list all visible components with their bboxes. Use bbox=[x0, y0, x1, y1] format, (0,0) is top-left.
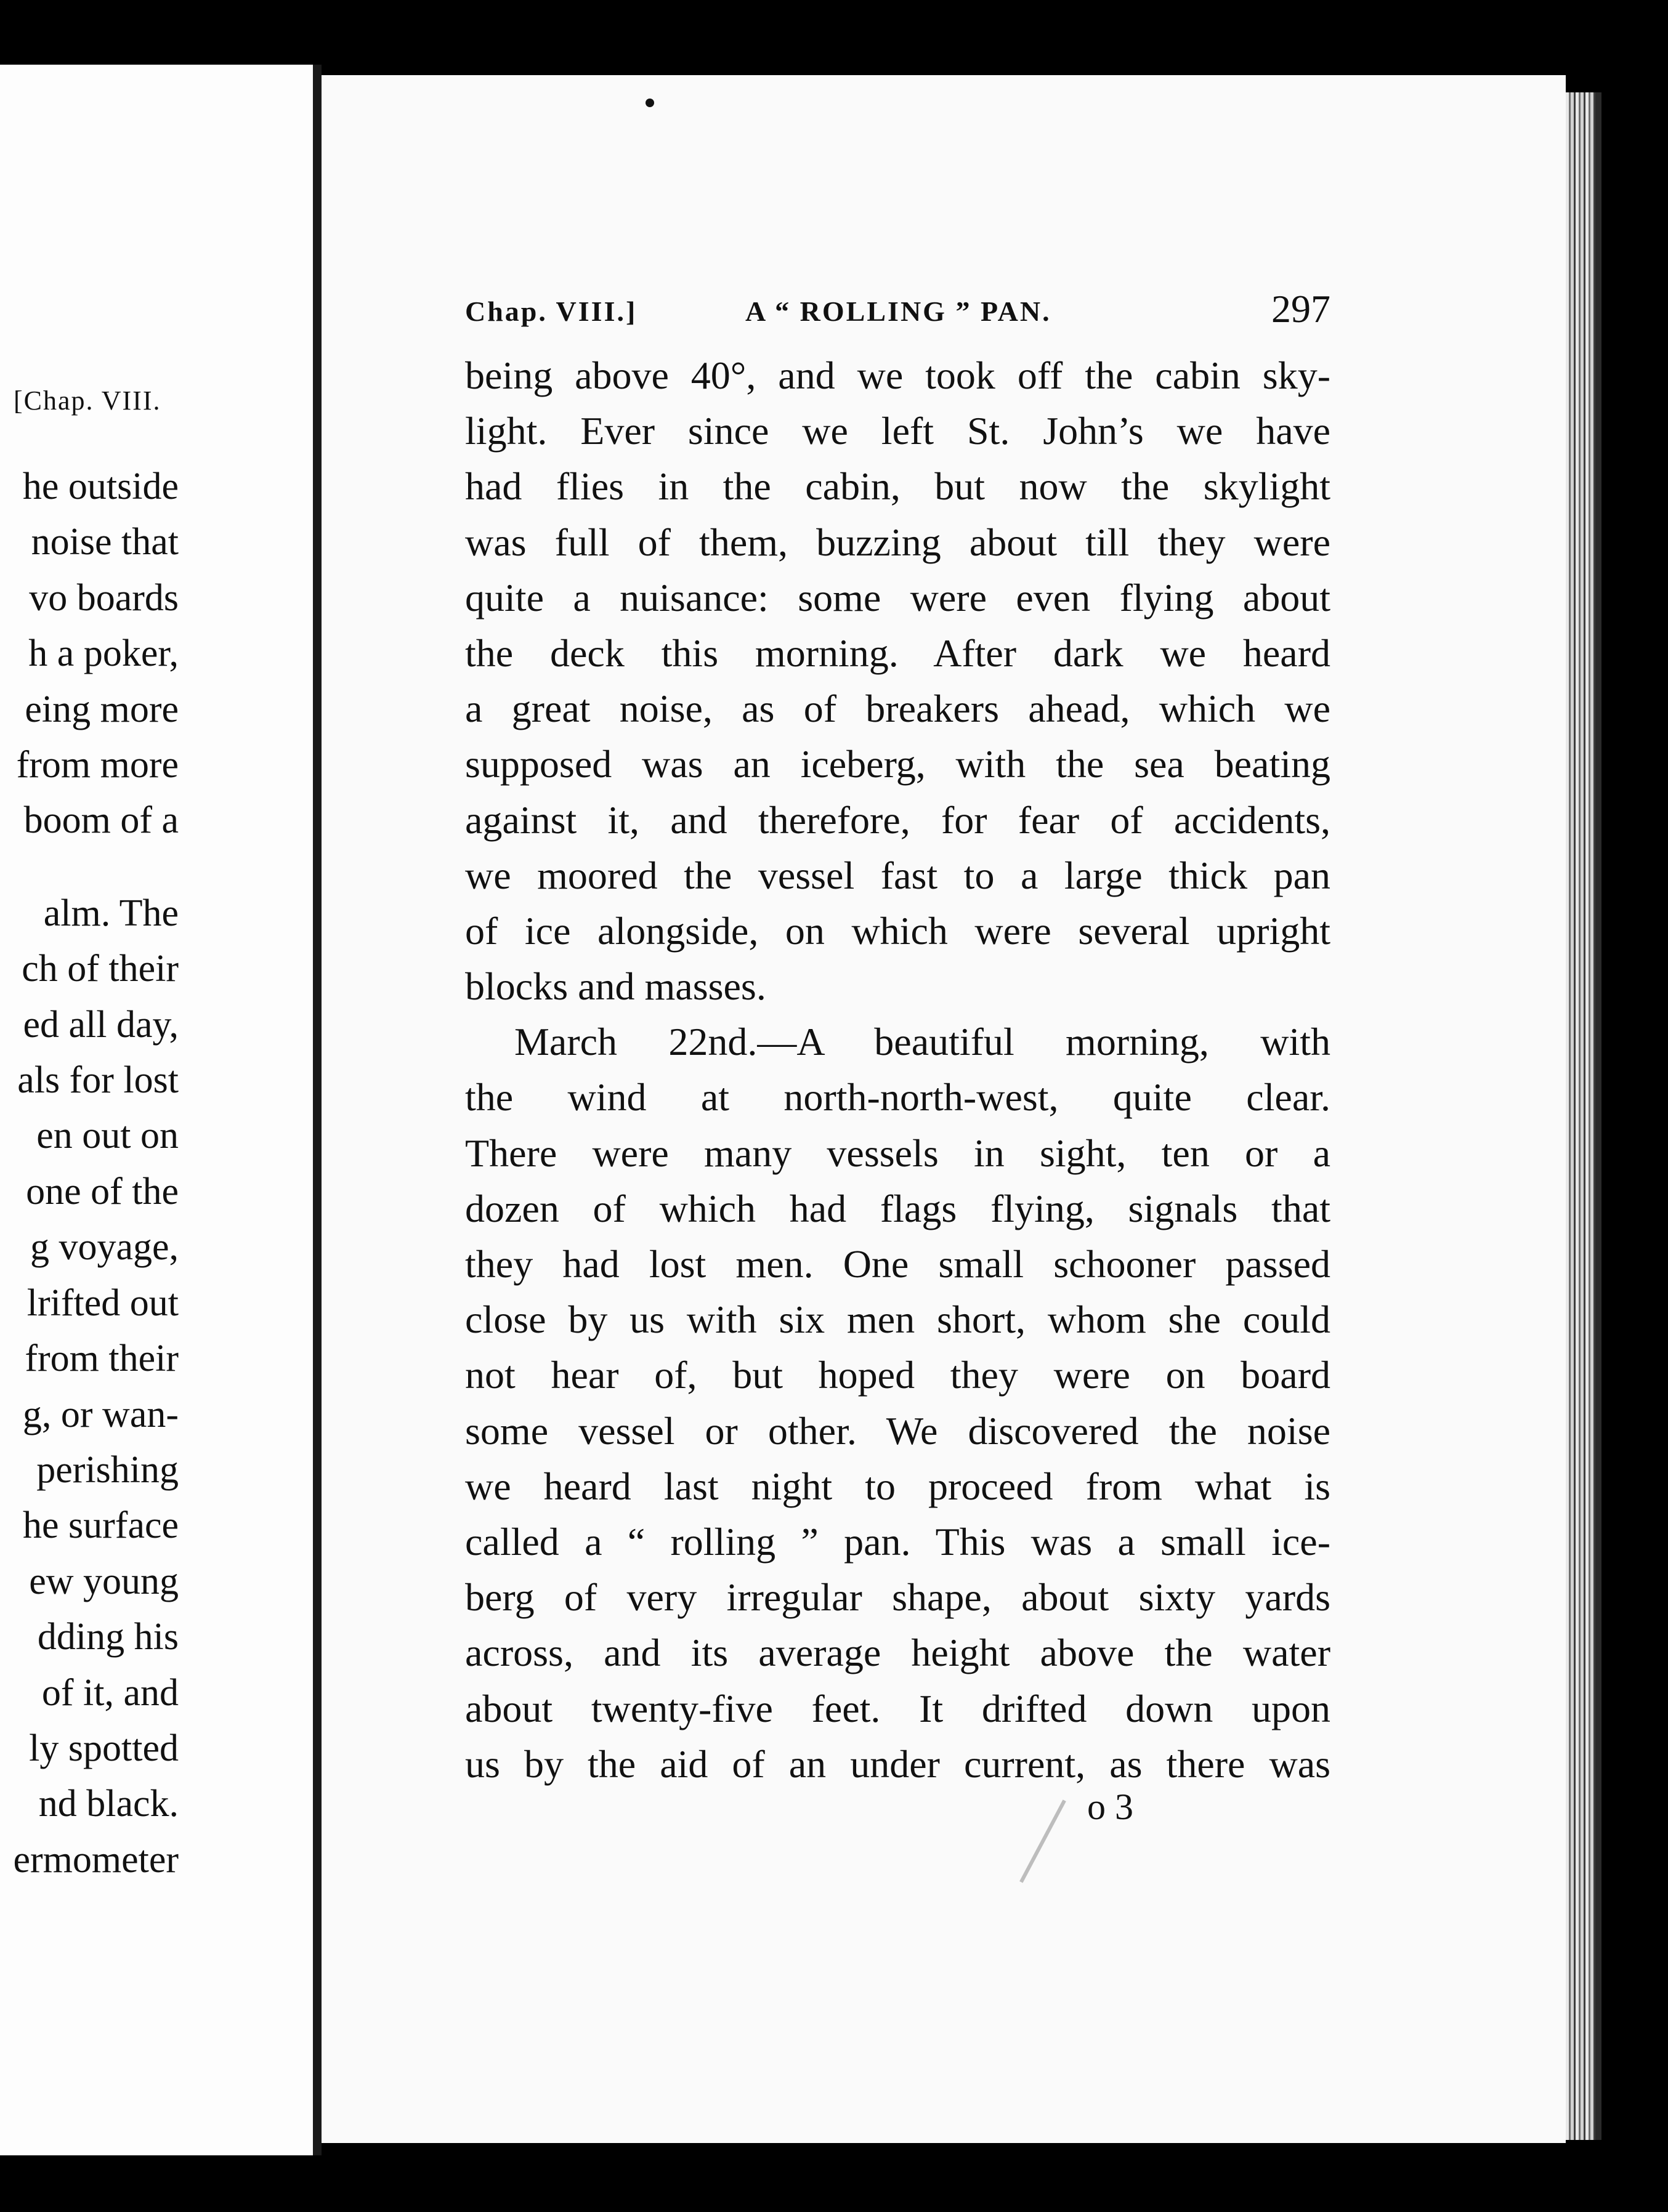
text-line: us by the aid of an under current, as there was bbox=[465, 1742, 1330, 1786]
text-line: quite a nuisance: some were even flying about bbox=[465, 575, 1330, 620]
text-line: blocks and masses. bbox=[465, 964, 766, 1009]
text-line: called a “ rolling ” pan. This was a small ice- bbox=[465, 1519, 1330, 1564]
left-page bbox=[0, 65, 313, 2155]
left-text-line: perishing bbox=[36, 1448, 179, 1491]
text-line: the deck this morning. After dark we heard bbox=[465, 631, 1330, 675]
left-text-line: ermometer bbox=[13, 1838, 179, 1881]
left-text-line: ly spotted bbox=[29, 1727, 179, 1769]
left-text-line: nd black. bbox=[38, 1783, 179, 1825]
left-text-line: ew young bbox=[29, 1560, 179, 1602]
signature-mark: o 3 bbox=[1087, 1786, 1133, 1827]
text-line: supposed was an iceberg, with the sea beating bbox=[465, 742, 1330, 786]
running-head-chapter: Chap. VIII.] bbox=[465, 296, 638, 327]
left-text-line: dding his bbox=[37, 1616, 179, 1658]
left-text-line: from their bbox=[25, 1338, 179, 1380]
left-text-line: noise that bbox=[31, 521, 179, 563]
left-text-line: from more bbox=[16, 744, 179, 786]
text-line: about twenty-five feet. It drifted down upon bbox=[465, 1686, 1330, 1730]
left-text-line: g voyage, bbox=[30, 1226, 179, 1269]
body-text bbox=[465, 348, 1330, 1792]
gutter-rule bbox=[313, 65, 322, 2155]
left-text-line: en out on bbox=[36, 1115, 179, 1157]
text-line: we heard last night to proceed from what is bbox=[465, 1464, 1330, 1508]
left-text-line: alm. The bbox=[43, 892, 179, 934]
text-line: they had lost men. One small schooner passed bbox=[465, 1242, 1330, 1286]
text-line: the wind at north-north-west, quite clear. bbox=[465, 1075, 1330, 1120]
left-text-line: vo boards bbox=[29, 576, 179, 619]
text-line: close by us with six men short, whom she could bbox=[465, 1298, 1330, 1342]
text-line: berg of very irregular shape, about sixty yards bbox=[465, 1575, 1330, 1620]
text-line: a great noise, as of breakers ahead, which we bbox=[465, 687, 1330, 731]
page-number: 297 bbox=[1271, 287, 1330, 331]
text-line: had flies in the cabin, but now the skylight bbox=[465, 464, 1330, 509]
left-text-line: boom of a bbox=[23, 799, 179, 842]
left-text-line: h a poker, bbox=[28, 632, 179, 675]
left-page-running-head: [Chap. VIII. bbox=[14, 385, 161, 416]
text-line: we moored the vessel fast to a large thick pan bbox=[465, 853, 1330, 897]
left-text-line: g, or wan- bbox=[22, 1393, 179, 1435]
text-line: not hear of, but hoped they were on board bbox=[465, 1353, 1330, 1397]
text-line: against it, and therefore, for fear of accidents, bbox=[465, 797, 1330, 842]
page-edge-strip bbox=[1566, 92, 1595, 2140]
left-text-line: of it, and bbox=[41, 1671, 179, 1714]
text-line: across, and its average height above the water bbox=[465, 1631, 1330, 1675]
running-head bbox=[465, 286, 1330, 329]
page-edge-shadow bbox=[1595, 92, 1601, 2140]
left-text-line: lrifted out bbox=[26, 1282, 179, 1324]
left-text-line: he outside bbox=[22, 466, 179, 507]
left-text-line: als for lost bbox=[17, 1059, 179, 1102]
text-line: dozen of which had flags flying, signals that bbox=[465, 1186, 1330, 1230]
left-page-text-column bbox=[13, 459, 179, 1887]
left-text-line: ch of their bbox=[22, 948, 179, 990]
text-line: being above 40°, and we took off the cabin sky- bbox=[465, 353, 1330, 397]
text-line: light. Ever since we left St. John’s we have bbox=[465, 409, 1330, 453]
text-line: There were many vessels in sight, ten or a bbox=[465, 1131, 1330, 1175]
left-text-line: ed all day, bbox=[23, 1003, 179, 1046]
left-text-line: eing more bbox=[25, 688, 179, 730]
text-line: was full of them, buzzing about till they were bbox=[465, 520, 1330, 564]
left-text-line: one of the bbox=[26, 1170, 179, 1213]
running-head-title: A “ ROLLING ” PAN. bbox=[745, 296, 1051, 327]
text-line: of ice alongside, on which were several upright bbox=[465, 908, 1330, 953]
text-line: March 22nd.—A beautiful morning, with bbox=[514, 1020, 1330, 1064]
text-line: some vessel or other. We discovered the noise bbox=[465, 1408, 1330, 1453]
left-text-line: he surface bbox=[23, 1504, 179, 1547]
ink-speck bbox=[646, 99, 654, 107]
